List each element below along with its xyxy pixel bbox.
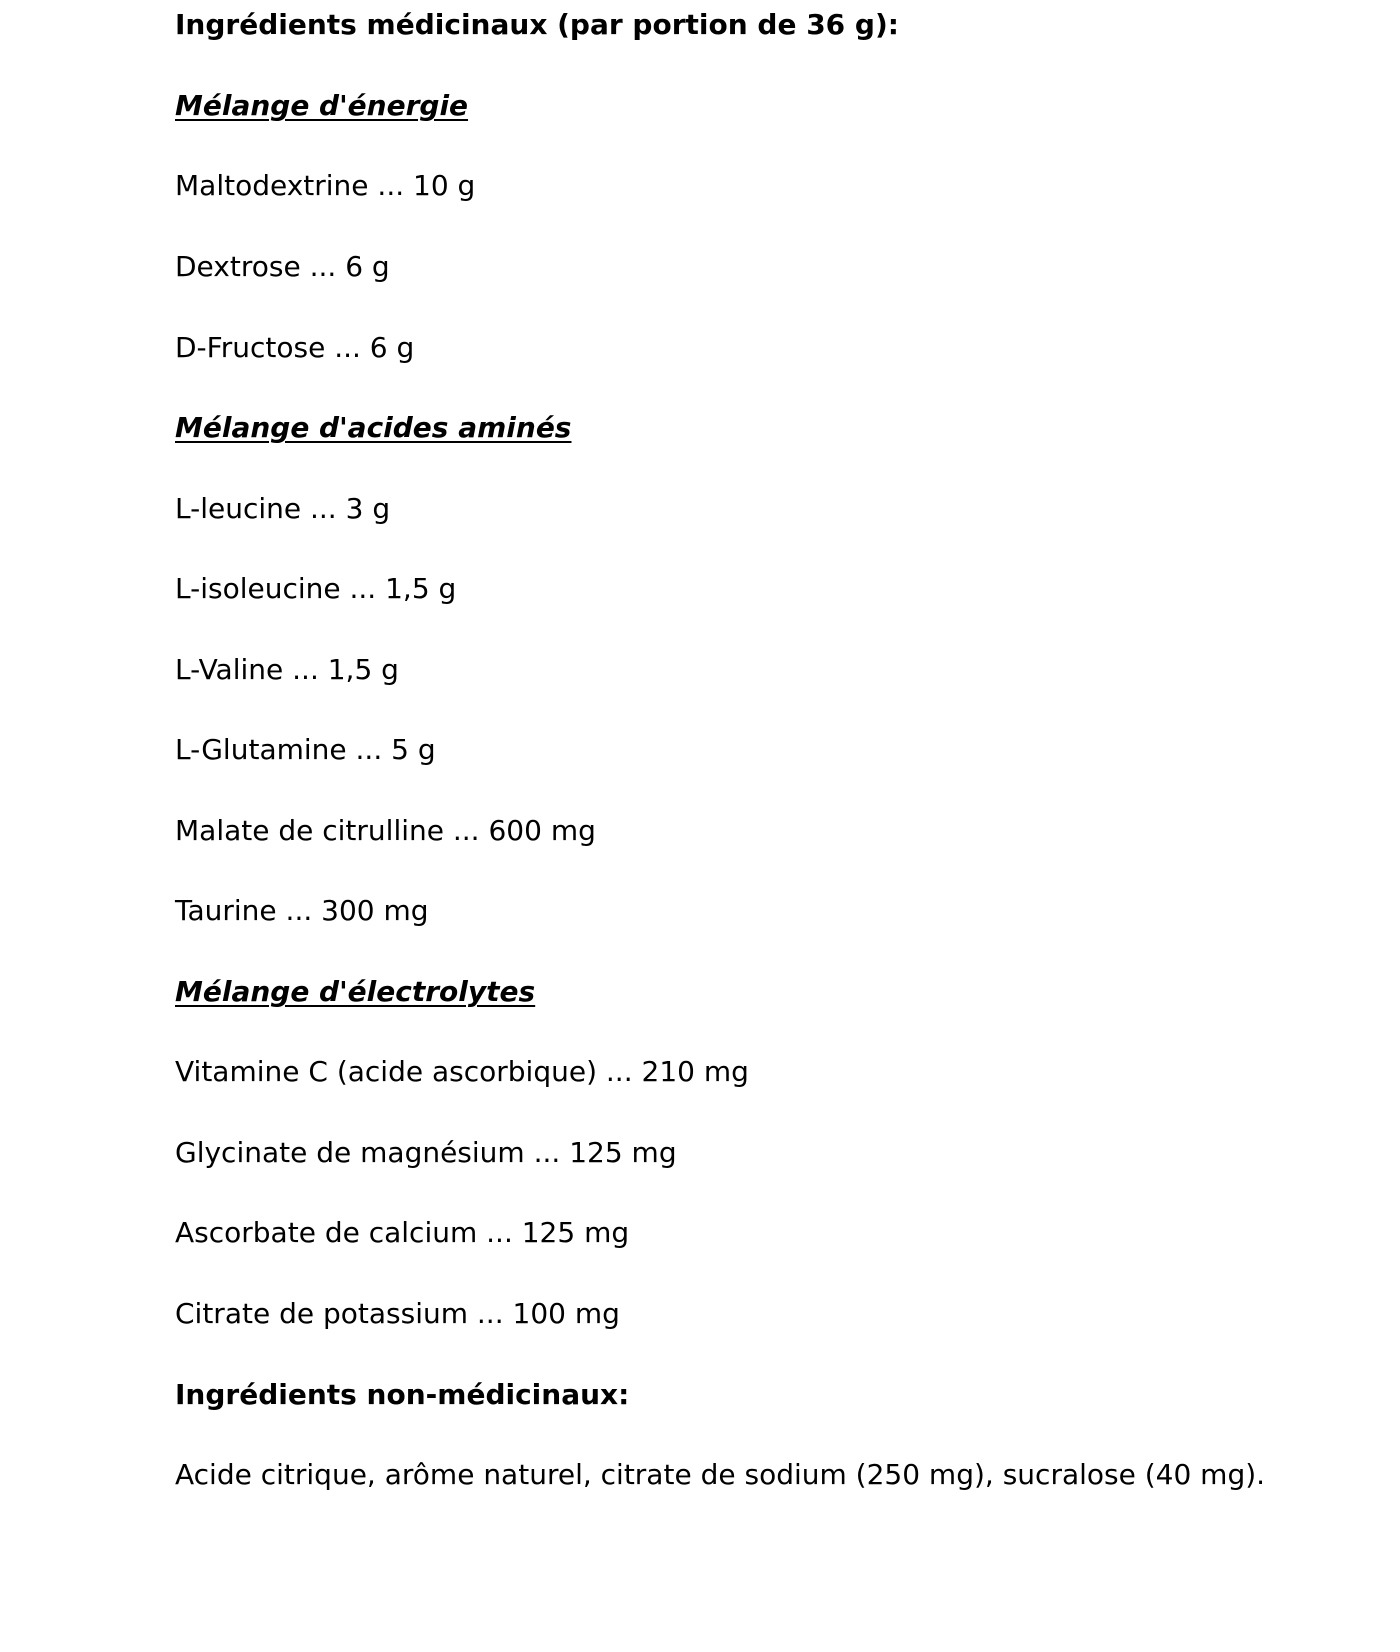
ingredient-line: Vitamine C (acide ascorbique) ... 210 mg	[175, 1055, 749, 1088]
ingredient-line: Taurine ... 300 mg	[175, 894, 429, 927]
non-medicinal-ingredients-heading: Ingrédients non-médicinaux:	[175, 1378, 630, 1411]
ingredient-line: L-isoleucine ... 1,5 g	[175, 572, 457, 605]
energy-blend-heading: Mélange d'énergie	[175, 89, 469, 122]
ingredient-line: L-leucine ... 3 g	[175, 492, 391, 525]
ingredient-line: L-Valine ... 1,5 g	[175, 653, 399, 686]
ingredient-line: Malate de citrulline ... 600 mg	[175, 814, 596, 847]
ingredient-line: D-Fructose ... 6 g	[175, 331, 415, 364]
electrolyte-blend-heading: Mélange d'électrolytes	[175, 975, 536, 1008]
non-medicinal-ingredients-text: Acide citrique, arôme naturel, citrate de sodium (250 mg), sucralose (40 mg).	[175, 1458, 1266, 1491]
ingredient-line: Maltodextrine ... 10 g	[175, 169, 476, 202]
medicinal-ingredients-heading: Ingrédients médicinaux (par portion de 36 g):	[175, 8, 899, 41]
ingredient-line: L-Glutamine ... 5 g	[175, 733, 436, 766]
ingredient-line: Glycinate de magnésium ... 125 mg	[175, 1136, 677, 1169]
amino-acid-blend-heading: Mélange d'acides aminés	[175, 411, 572, 444]
ingredient-line: Citrate de potassium ... 100 mg	[175, 1297, 620, 1330]
ingredient-line: Dextrose ... 6 g	[175, 250, 390, 283]
ingredient-line: Ascorbate de calcium ... 125 mg	[175, 1216, 630, 1249]
